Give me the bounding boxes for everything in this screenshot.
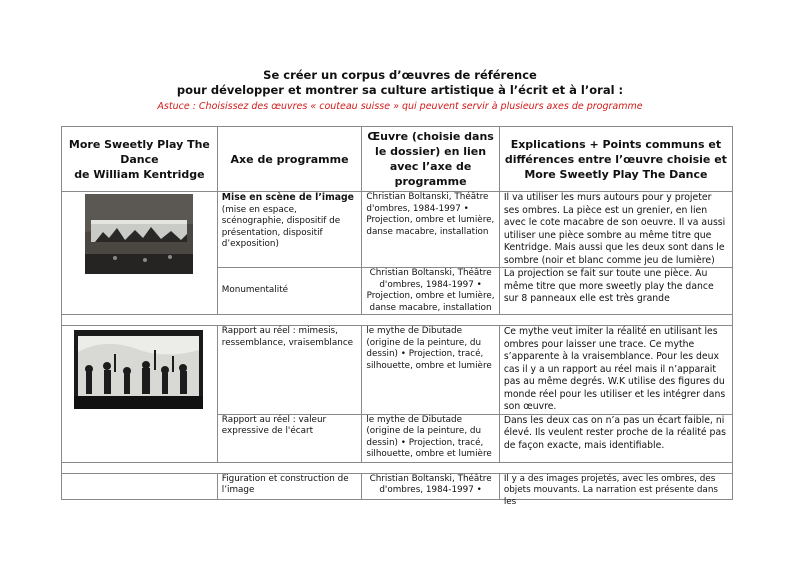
oeuvre-cell: Christian Boltanski, Théâtre d'ombres, 1984-1997 • Projection, ombre et lumière, danse macabre, installation — [362, 268, 499, 315]
oeuvre-cell: le mythe de Dibutade (origine de la peinture, du dessin) • Projection, tracé, silhouette, ombre et lumière — [362, 326, 499, 415]
axe-cell — [217, 192, 362, 268]
spacer-cell — [62, 462, 733, 473]
tip-text: Astuce : Choisissez des œuvres « couteau suisse » qui peuvent servir à plusieurs axes de programme — [157, 101, 643, 112]
table-row — [62, 192, 733, 268]
oeuvre-cell: Christian Boltanski, Théâtre d'ombres, 1984-1997 • Projection, ombre et lumière, danse macabre, installation — [362, 192, 499, 268]
explication-cell — [499, 473, 732, 507]
oeuvre-cell: le mythe de Dibutade (origine de la peinture, du dessin) • Projection, tracé, silhouette, ombre et lumière — [362, 414, 499, 462]
artwork-photo-cell-1 — [62, 192, 218, 315]
axe-text: (mise en espace, scénographie, dispositif de présentation, dispositif d’exposition) — [221, 204, 341, 249]
axe-cell: Rapport au réel : mimesis, ressemblance, vraisemblance — [217, 326, 362, 415]
explication-cell: La projection se fait sur toute une pièce. Au même titre que more sweetly play the dance sur 8 panneaux elle est très grande — [499, 268, 732, 315]
header-artwork-line2: Dance — [120, 152, 159, 166]
explication-cell: Dans les deux cas on n’a pas un écart faible, ni élevé. Ils veulent rester proche de la réalité pas de façon exacte, mais identifiable. — [499, 414, 732, 462]
installation-photo — [85, 194, 193, 274]
header-artwork-line1: More Sweetly Play The — [68, 137, 210, 151]
explication-cell: Ce mythe veut imiter la réalité en utilisant les ombres pour laisser une trace. Ce mythe s’apparente à la vraisemblance. Pour les deux cas il y a un rapport au réel mais il n’apparait pas au même degrés. W.K utilise des figures du monde réel pour les utiliser et les intégrer dans son œuvre. — [499, 326, 732, 415]
axe-text: Figuration et construction de l’image — [221, 473, 349, 495]
header-explications: Explications + Points communs et différences entre l’œuvre choisie et More Sweetly Play The Dance — [499, 127, 732, 192]
reference-table — [61, 126, 733, 507]
oeuvre-cell — [362, 473, 499, 499]
axe-cell: Rapport au réel : valeur expressive de l'écart — [217, 414, 362, 462]
spacer-row — [62, 315, 733, 326]
table-header-row — [62, 127, 733, 192]
table-row — [62, 326, 733, 415]
artwork-photo-cell-3 — [62, 473, 218, 499]
header-artwork — [62, 127, 218, 192]
axe-cell: Monumentalité — [217, 268, 362, 315]
document-title-line2: pour développer et montrer sa culture artistique à l’écrit et à l’oral : — [176, 83, 624, 97]
oeuvre-text: Christian Boltanski, Théâtre d'ombres, 1984-1997 • — [369, 473, 492, 495]
spacer-cell — [62, 315, 733, 326]
document-title-line1: Se créer un corpus d’œuvres de référence — [263, 68, 537, 82]
spacer-row — [62, 462, 733, 473]
header-oeuvre: Œuvre (choisie dans le dossier) en lien avec l’axe de programme — [362, 127, 499, 192]
explication-cell: Il va utiliser les murs autours pour y projeter ses ombres. La pièce est un grenier, en lien avec le cote macabre de son oeuvre. Il va aussi utiliser une pièce sombre au même titre que Kentridge. Mais aussi que les deux sont dans le sombre (noir et blanc comme jeu de lumière) — [499, 192, 732, 268]
axe-cell — [217, 473, 362, 499]
header-artwork-line3: de William Kentridge — [74, 167, 205, 181]
procession-photo — [74, 330, 203, 409]
explication-text: Il y a des images projetés, avec les ombres, des objets mouvants. La narration est présente dans les — [503, 473, 718, 507]
header-axe: Axe de programme — [217, 127, 362, 192]
axe-title: Mise en scène de l’image — [221, 192, 354, 203]
table-row — [62, 473, 733, 499]
artwork-photo-cell-2 — [62, 326, 218, 463]
